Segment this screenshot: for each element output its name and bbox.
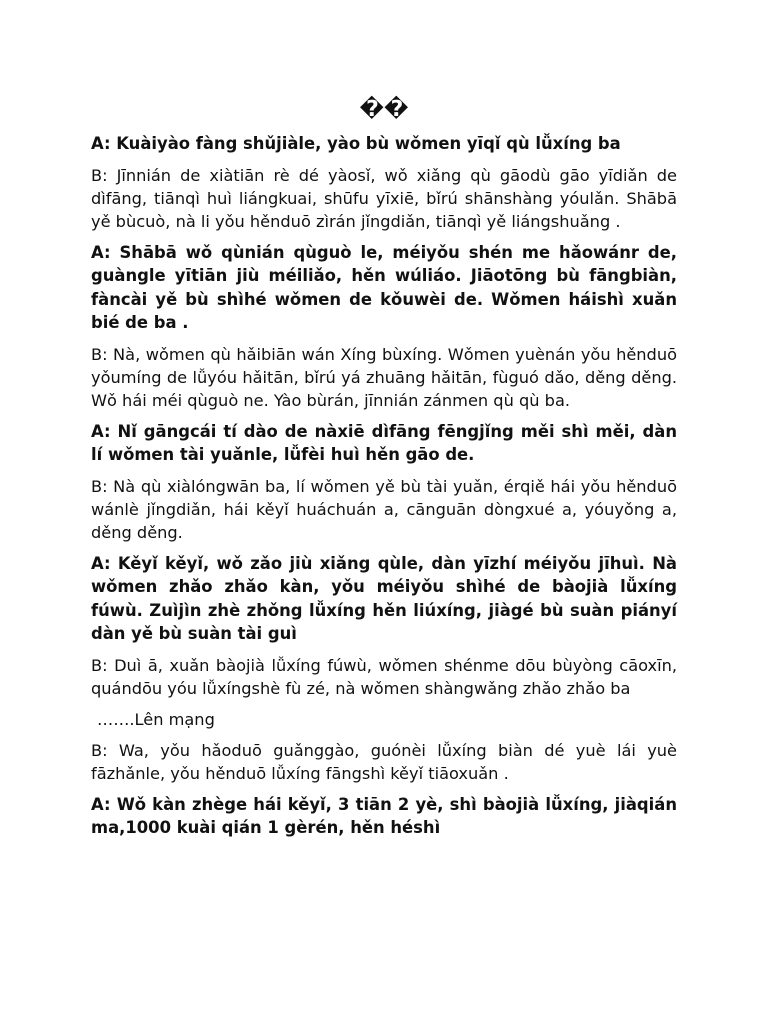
dialogue-line-b: B: Jīnnián de xiàtiān rè dé yàosǐ, wǒ xiǎng qù gāodù gāo yīdiǎn de dìfāng, tiānqì huì liángkuai, shūfu yīxiē, bǐrú shānshàng yóulǎn. Shābā yě bùcuò, nà li yǒu hěnduō zìrán jǐngdiǎn, tiānqì yě liángshuǎng . (91, 165, 677, 231)
dialogue-line-b: B: Nà, wǒmen qù hǎibiān wán Xíng bùxíng. Wǒmen yuènán yǒu hěnduō yǒumíng de lǚyóu hǎitān, bǐrú yá zhuāng hǎitān, fùguó dǎo, děng děng. Wǒ hái méi qùguò ne. Yào bùrán, jīnnián zánmen qù qù ba. (91, 344, 677, 410)
dialogue-line-a: A: Nǐ gāngcái tí dào de nàxiē dìfāng fēngjǐng měi shì měi, dàn lí wǒmen tài yuǎnle, lǚfèi huì hěn gāo de. (91, 421, 677, 464)
stage-note: …….Lên mạng (97, 709, 215, 729)
dialogue-body (91, 132, 677, 848)
dialogue-line-a: A: Kěyǐ kěyǐ, wǒ zǎo jiù xiǎng qùle, dàn yīzhí méiyǒu jīhuì. Nà wǒmen zhǎo zhǎo kàn, yǒu méiyǒu shìhé de bàojià lǚxíng fúwù. Zuìjìn zhè zhǒng lǚxíng hěn liúxíng, jiàgé bù suàn piányí dàn yě bù suàn tài guì (91, 553, 677, 643)
dialogue-line-b: B: Duì ā, xuǎn bàojià lǚxíng fúwù, wǒmen shénme dōu bùyòng cāoxīn, quándōu yóu lǚxíngshè fù zé, nà wǒmen shàngwǎng zhǎo zhǎo ba (91, 655, 677, 698)
dialogue-line-a: A: Wǒ kàn zhège hái kěyǐ, 3 tiān 2 yè, shì bàojià lǚxíng, jiàqián ma,1000 kuài qián 1 gèrén, hěn héshì (91, 794, 677, 837)
dialogue-line-a: A: Shābā wǒ qùnián qùguò le, méiyǒu shén me hǎowánr de, guàngle yītiān jiù méiliǎo, hěn wúliáo. Jiāotōng bù fāngbiàn, fàncài yě bù shìhé wǒmen de kǒuwèi de. Wǒmen háishì xuǎn bié de ba . (91, 242, 677, 332)
dialogue-line-b: B: Wa, yǒu hǎoduō guǎnggào, guónèi lǚxíng biàn dé yuè lái yuè fāzhǎnle, yǒu hěnduō lǚxíng fāngshì kěyǐ tiāoxuǎn . (91, 740, 677, 783)
dialogue-line-a: A: Kuàiyào fàng shǔjiàle, yào bù wǒmen yīqǐ qù lǚxíng ba (91, 134, 621, 153)
document-title: �� (359, 97, 409, 122)
dialogue-line-b: B: Nà qù xiàlóngwān ba, lí wǒmen yě bù tài yuǎn, érqiě hái yǒu hěnduō wánlè jǐngdiǎn, hái kěyǐ huáchuán a, cānguān dòngxué a, yóuyǒng a, děng děng. (91, 476, 677, 542)
